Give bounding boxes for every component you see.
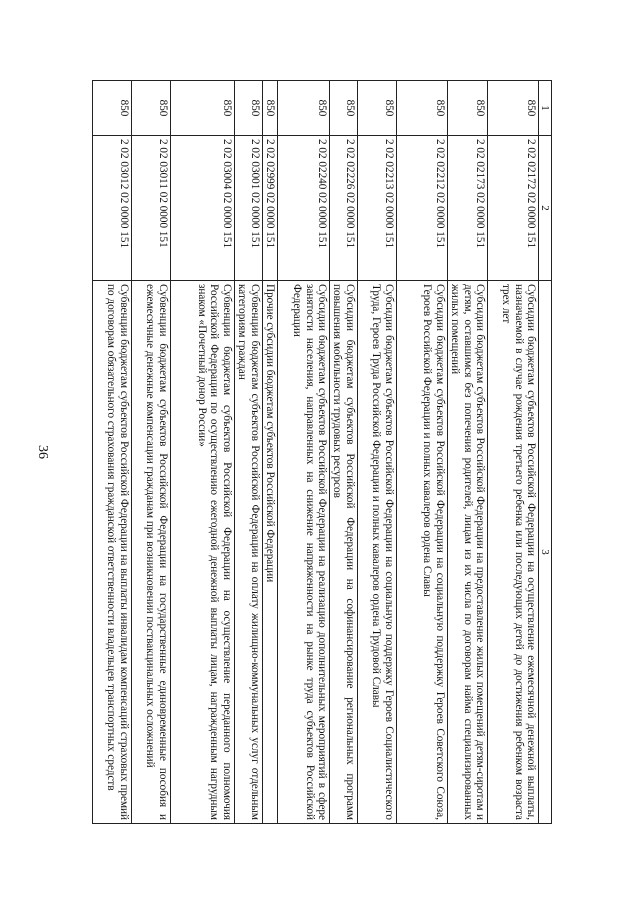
table-row xyxy=(92,81,131,824)
header-col-2: 2 xyxy=(539,136,552,281)
description-cell: Субсидии бюджетам субъектов Российской Федерации на предоставление жилых помещений детям-сиротам и детям, оставшимся без попечения родителей, лицам из их числа по договорам найма специализированных жилых помещений xyxy=(447,281,487,824)
budget-code-cell: 2 02 02173 02 0000 151 xyxy=(447,136,487,281)
admin-code-cell: 850 xyxy=(277,81,329,136)
admin-code-cell: 850 xyxy=(262,81,277,136)
description-cell: Субвенции бюджетам субъектов Российской Федерации на выплаты инвалидам компенсаций страховых премий по договорам обязательного страхования гражданской ответственности владельцев транспортных средств xyxy=(92,281,131,824)
table-row xyxy=(488,81,539,824)
admin-code-cell: 850 xyxy=(488,81,539,136)
description-cell: Субсидии бюджетам субъектов Российской Федерации на социальную поддержку Героев Советского Союза, Героев Российской Федерации и полных кавалеров ордена Славы xyxy=(396,281,447,824)
description-cell: Субсидии бюджетам субъектов Российской Федерации на осуществление ежемесячной денежной выплаты, назначаемой в случае рождения третьего ребенка или последующих детей до достижения ребенком возраста трех лет xyxy=(488,281,539,824)
admin-code-cell: 850 xyxy=(170,81,234,136)
table-row xyxy=(447,81,487,824)
header-col-3: 3 xyxy=(539,281,552,824)
rotated-table-container xyxy=(80,80,552,823)
admin-code-cell: 850 xyxy=(131,81,170,136)
budget-code-cell: 2 02 03004 02 0000 151 xyxy=(170,136,234,281)
table-row xyxy=(396,81,447,824)
table-row xyxy=(131,81,170,824)
budget-codes-table xyxy=(92,80,552,824)
table-row xyxy=(329,81,357,824)
description-cell: Прочие субсидии бюджетам субъектов Российской Федерации xyxy=(262,281,277,824)
budget-code-cell: 2 02 02172 02 0000 151 xyxy=(488,136,539,281)
admin-code-cell: 850 xyxy=(396,81,447,136)
page-number: 36 xyxy=(35,445,50,459)
budget-code-cell: 2 02 02226 02 0000 151 xyxy=(329,136,357,281)
description-cell: Субвенции бюджетам субъектов Российской Федерации на осуществление переданного полномочия Российской Федерации по осуществлению ежегодной денежной выплаты лицам, награжденным нагрудным знаком «Почетный донор России» xyxy=(170,281,234,824)
admin-code-cell: 850 xyxy=(329,81,357,136)
admin-code-cell: 850 xyxy=(234,81,262,136)
table-row xyxy=(357,81,396,824)
table-header-row xyxy=(539,81,552,824)
description-cell: Субвенции бюджетам субъектов Российской Федерации на оплату жилищно-коммунальных услуг отдельным категориям граждан xyxy=(234,281,262,824)
table-row xyxy=(234,81,262,824)
admin-code-cell: 850 xyxy=(92,81,131,136)
description-cell: Субсидии бюджетам субъектов Российской Федерации на социальную поддержку Героев Социалистического Труда, Героев Труда Российской Федерации и полных кавалеров ордена Трудовой Славы xyxy=(357,281,396,824)
table-row xyxy=(170,81,234,824)
description-cell: Субсидии бюджетам субъектов Российской Федерации на софинансирование региональных программ повышения мобильности трудовых ресурсов xyxy=(329,281,357,824)
admin-code-cell: 850 xyxy=(357,81,396,136)
admin-code-cell: 850 xyxy=(447,81,487,136)
header-col-1: 1 xyxy=(539,81,552,136)
budget-code-cell: 2 02 03012 02 0000 151 xyxy=(92,136,131,281)
budget-code-cell: 2 02 02212 02 0000 151 xyxy=(396,136,447,281)
table-row xyxy=(277,81,329,824)
budget-code-cell: 2 02 02213 02 0000 151 xyxy=(357,136,396,281)
description-cell: Субвенции бюджетам субъектов Российской Федерации на государственные единовременные пособия и ежемесячные денежные компенсации гражданам при возникновении поствакцинальных осложнений xyxy=(131,281,170,824)
description-cell: Субсидии бюджетам субъектов Российской Федерации на реализацию дополнительных мероприятий в сфере занятости населения, направленных на снижение напряженности на рынке труда субъектов Российской Федерации xyxy=(277,281,329,824)
budget-code-cell: 2 02 03001 02 0000 151 xyxy=(234,136,262,281)
budget-code-cell: 2 02 02240 02 0000 151 xyxy=(277,136,329,281)
budget-code-cell: 2 02 02999 02 0000 151 xyxy=(262,136,277,281)
table-row xyxy=(262,81,277,824)
budget-code-cell: 2 02 03011 02 0000 151 xyxy=(131,136,170,281)
